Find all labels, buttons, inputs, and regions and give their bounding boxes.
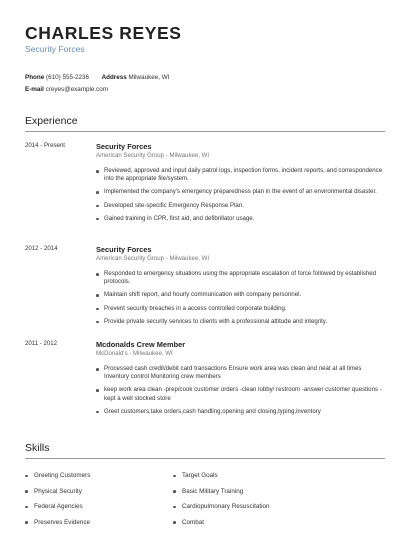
job-bullet: Greet customers,take orders,cash handling,opening and closing,typing,inventory [96, 408, 385, 416]
job-details [96, 245, 385, 331]
job-details [96, 142, 385, 228]
phone-label: Phone [25, 74, 45, 81]
candidate-title: Security Forces [25, 44, 85, 54]
skill-item: Cardiopulmonary Resuscitation [173, 503, 343, 511]
job-dates: 2011 - 2012 [25, 340, 58, 347]
experience-divider [25, 131, 385, 132]
email-label: E-mail [25, 86, 44, 93]
job-bullet: Processed cash credit/debit card transactions Ensure work area was clean and neat at all times Inventory control Monitoring crew members [96, 365, 385, 381]
contact-row-1 [25, 74, 169, 81]
job-bullet: Reviewed, approved and input daily patrol logs, inspection forms, incident reports, and correspondence into the appropriate file/system. [96, 167, 385, 183]
phone-value: (610) 555-2236 [46, 74, 90, 81]
skills-heading: Skills [25, 442, 50, 454]
skills-divider [25, 458, 385, 459]
skill-item: Target Goals [173, 472, 343, 480]
skill-item: Combat [173, 519, 343, 527]
skills-column-right [173, 472, 343, 534]
candidate-name: CHARLES REYES [25, 23, 182, 43]
job-bullet: Developed site-specific Emergency Response Plan. [96, 202, 385, 210]
job-bullets [96, 270, 385, 326]
job-dates: 2014 - Present [25, 142, 65, 149]
job-bullet: Gained training in CPR, first aid, and defibrillator usage. [96, 215, 385, 223]
address-label: Address [101, 74, 127, 81]
skill-item: Basic Military Training [173, 488, 343, 496]
skills-column-left [25, 472, 195, 534]
address-value: Milwaukee, WI [128, 74, 170, 81]
job-bullet: Implemented the company's emergency preparedness plan in the event of an environmental disaster. [96, 188, 385, 196]
job-company: American Security Group - Milwaukee, WI [96, 152, 210, 159]
job-bullet: Provide private security services to clients with a professional attitude and integrity. [96, 318, 385, 326]
job-bullet: Maintain shift report, and hourly communication with company personnel. [96, 291, 385, 299]
skill-item: Greeting Customers [25, 472, 195, 480]
skill-item: Physical Security [25, 488, 195, 496]
job-bullet: Responded to emergency situations using the appropriate escalation of force followed by established protocols. [96, 270, 385, 286]
job-title: Mcdonalds Crew Member [96, 340, 186, 349]
job-dates: 2012 - 2014 [25, 245, 58, 252]
email-value[interactable]: creyes@example.com [45, 86, 109, 93]
job-bullet: keep work area clean -prep/cook customer orders -clean lobby/ restroom -answer customer questions -kept a well stocked store [96, 386, 385, 402]
experience-heading: Experience [25, 115, 78, 127]
job-title: Security Forces [96, 142, 152, 151]
job-title: Security Forces [96, 245, 152, 254]
contact-row-2 [25, 86, 108, 93]
job-company: McDonald's - Milwaukee, WI [96, 350, 173, 357]
job-company: American Security Group - Milwaukee, WI [96, 255, 210, 262]
job-bullet: Prevent security breaches in a access controlled corporate building. [96, 305, 385, 313]
job-details [96, 340, 385, 421]
job-bullets [96, 167, 385, 223]
skill-item: Federal Agencies [25, 503, 195, 511]
skill-item: Preserves Evidence [25, 519, 195, 527]
job-bullets [96, 365, 385, 416]
